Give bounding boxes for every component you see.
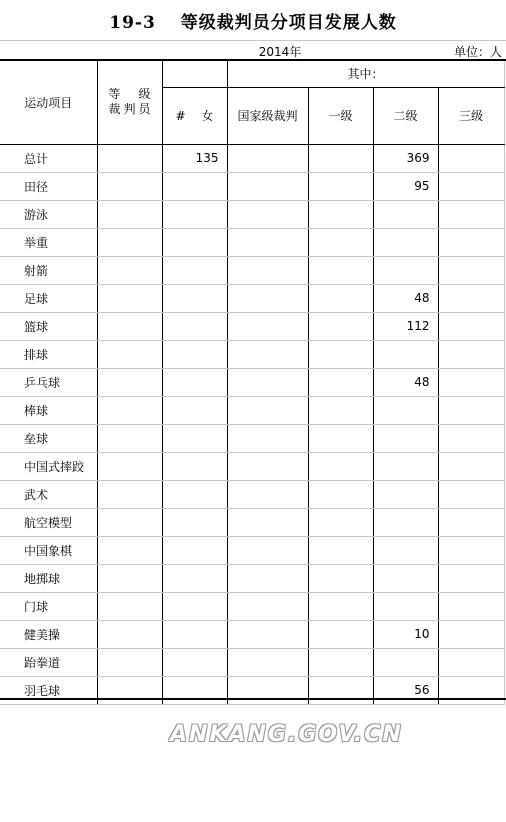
cell-second: [373, 256, 438, 284]
cell-second: 56: [373, 676, 438, 704]
header-second: 二级: [373, 87, 438, 144]
cell-referees: [97, 620, 162, 648]
cell-name: 中国式摔跤: [0, 452, 97, 480]
cell-female: [162, 536, 227, 564]
cell-name: 排球: [0, 340, 97, 368]
cell-national: [227, 368, 308, 396]
cell-national: [227, 228, 308, 256]
header-referee-line1: 等 级: [108, 87, 151, 102]
cell-referees: [97, 172, 162, 200]
cell-national: [227, 452, 308, 480]
header-of-which: 其中：: [227, 61, 504, 87]
cell-first: [308, 620, 373, 648]
cell-national: [227, 564, 308, 592]
table-row: [0, 424, 504, 452]
cell-third: [438, 144, 504, 172]
cell-first: [308, 592, 373, 620]
cell-second: 95: [373, 172, 438, 200]
cell-third: [438, 172, 504, 200]
cell-national: [227, 284, 308, 312]
cell-third: [438, 452, 504, 480]
table-body: [0, 144, 504, 704]
cell-national: [227, 424, 308, 452]
cell-referees: [97, 368, 162, 396]
cell-name: 足球: [0, 284, 97, 312]
table-row: [0, 340, 504, 368]
cell-referees: [97, 564, 162, 592]
table-row: [0, 172, 504, 200]
cell-national: [227, 592, 308, 620]
cell-second: [373, 228, 438, 256]
watermark: ANKANG.GOV.CN: [170, 722, 403, 747]
cell-referees: [97, 340, 162, 368]
cell-first: [308, 536, 373, 564]
cell-national: [227, 200, 308, 228]
cell-third: [438, 312, 504, 340]
cell-second: 48: [373, 284, 438, 312]
cell-name: 门球: [0, 592, 97, 620]
table-row: [0, 368, 504, 396]
cell-national: [227, 256, 308, 284]
cell-female: [162, 228, 227, 256]
cell-female: [162, 312, 227, 340]
cell-first: [308, 480, 373, 508]
cell-third: [438, 200, 504, 228]
cell-national: [227, 144, 308, 172]
cell-second: [373, 340, 438, 368]
cell-first: [308, 144, 373, 172]
cell-referees: [97, 228, 162, 256]
table-row: [0, 284, 504, 312]
cell-female: [162, 424, 227, 452]
cell-national: [227, 508, 308, 536]
cell-referees: [97, 648, 162, 676]
cell-second: [373, 564, 438, 592]
cell-referees: [97, 536, 162, 564]
table-bottom-rule: [0, 698, 506, 700]
cell-third: [438, 648, 504, 676]
cell-first: [308, 172, 373, 200]
cell-national: [227, 480, 308, 508]
cell-female: [162, 340, 227, 368]
cell-first: [308, 648, 373, 676]
cell-second: [373, 424, 438, 452]
header-national: 国家级裁判: [227, 87, 308, 144]
cell-name: 跆拳道: [0, 648, 97, 676]
cell-name: 总计: [0, 144, 97, 172]
cell-female: [162, 256, 227, 284]
cell-female: [162, 480, 227, 508]
page-title: 19-3 等级裁判员分项目发展人数: [109, 13, 397, 33]
table-row: [0, 144, 504, 172]
cell-female: [162, 200, 227, 228]
table-row: [0, 396, 504, 424]
cell-name: 武术: [0, 480, 97, 508]
cell-female: [162, 172, 227, 200]
cell-name: 垒球: [0, 424, 97, 452]
cell-second: [373, 200, 438, 228]
cell-first: [308, 508, 373, 536]
cell-female: [162, 592, 227, 620]
cell-first: [308, 340, 373, 368]
cell-first: [308, 200, 373, 228]
cell-name: 游泳: [0, 200, 97, 228]
cell-second: 369: [373, 144, 438, 172]
cell-national: [227, 536, 308, 564]
cell-name: 地掷球: [0, 564, 97, 592]
header-third: 三级: [438, 87, 504, 144]
title-divider: [0, 40, 506, 41]
cell-second: 48: [373, 368, 438, 396]
cell-referees: [97, 452, 162, 480]
cell-referees: [97, 424, 162, 452]
cell-national: [227, 172, 308, 200]
table-row: [0, 536, 504, 564]
cell-referees: [97, 508, 162, 536]
cell-first: [308, 452, 373, 480]
cell-third: [438, 620, 504, 648]
cell-national: [227, 396, 308, 424]
cell-name: 航空模型: [0, 508, 97, 536]
cell-name: 棒球: [0, 396, 97, 424]
cell-referees: [97, 144, 162, 172]
cell-referees: [97, 312, 162, 340]
table-row: [0, 312, 504, 340]
cell-second: [373, 592, 438, 620]
cell-female: [162, 368, 227, 396]
cell-female: [162, 452, 227, 480]
header-sport: 运动项目: [0, 61, 97, 144]
cell-female: [162, 396, 227, 424]
header-blank: [162, 61, 227, 87]
referee-table: [0, 61, 505, 705]
table-row: [0, 256, 504, 284]
cell-first: [308, 256, 373, 284]
cell-third: [438, 564, 504, 592]
cell-name: 射箭: [0, 256, 97, 284]
header-referee: [97, 61, 162, 144]
cell-name: 举重: [0, 228, 97, 256]
cell-name: 羽毛球: [0, 676, 97, 704]
cell-third: [438, 536, 504, 564]
cell-third: [438, 592, 504, 620]
cell-third: [438, 396, 504, 424]
table-row: [0, 564, 504, 592]
table-row: [0, 200, 504, 228]
cell-third: [438, 340, 504, 368]
cell-referees: [97, 396, 162, 424]
unit-label: 单位：人: [453, 45, 502, 59]
cell-first: [308, 424, 373, 452]
cell-first: [308, 284, 373, 312]
cell-name: 篮球: [0, 312, 97, 340]
cell-referees: [97, 592, 162, 620]
cell-second: 112: [373, 312, 438, 340]
cell-third: [438, 424, 504, 452]
cell-third: [438, 508, 504, 536]
cell-second: [373, 396, 438, 424]
year-label: 2014年: [258, 45, 302, 59]
cell-national: [227, 312, 308, 340]
cell-female: [162, 648, 227, 676]
table-row: [0, 508, 504, 536]
cell-national: [227, 620, 308, 648]
cell-female: [162, 508, 227, 536]
table-row: [0, 452, 504, 480]
cell-second: [373, 480, 438, 508]
table-row: [0, 228, 504, 256]
table-row: [0, 620, 504, 648]
cell-first: [308, 368, 373, 396]
cell-national: [227, 340, 308, 368]
header-female: # 女: [162, 87, 227, 144]
cell-second: [373, 536, 438, 564]
cell-national: [227, 648, 308, 676]
cell-third: [438, 228, 504, 256]
cell-name: 健美操: [0, 620, 97, 648]
cell-first: [308, 312, 373, 340]
cell-referees: [97, 200, 162, 228]
cell-first: [308, 396, 373, 424]
cell-second: 10: [373, 620, 438, 648]
cell-second: [373, 452, 438, 480]
cell-first: [308, 228, 373, 256]
header-first: 一级: [308, 87, 373, 144]
cell-third: [438, 256, 504, 284]
cell-first: [308, 564, 373, 592]
table-row: [0, 648, 504, 676]
cell-name: 中国象棋: [0, 536, 97, 564]
cell-second: [373, 648, 438, 676]
table-row: [0, 592, 504, 620]
header-referee-line2: 裁判员: [108, 102, 151, 117]
cell-third: [438, 480, 504, 508]
cell-female: [162, 564, 227, 592]
cell-female: 135: [162, 144, 227, 172]
cell-third: [438, 368, 504, 396]
cell-female: [162, 620, 227, 648]
cell-name: 乒乓球: [0, 368, 97, 396]
cell-third: [438, 284, 504, 312]
cell-referees: [97, 256, 162, 284]
cell-name: 田径: [0, 172, 97, 200]
cell-female: [162, 284, 227, 312]
table-row: [0, 480, 504, 508]
cell-referees: [97, 284, 162, 312]
cell-second: [373, 508, 438, 536]
cell-referees: [97, 480, 162, 508]
